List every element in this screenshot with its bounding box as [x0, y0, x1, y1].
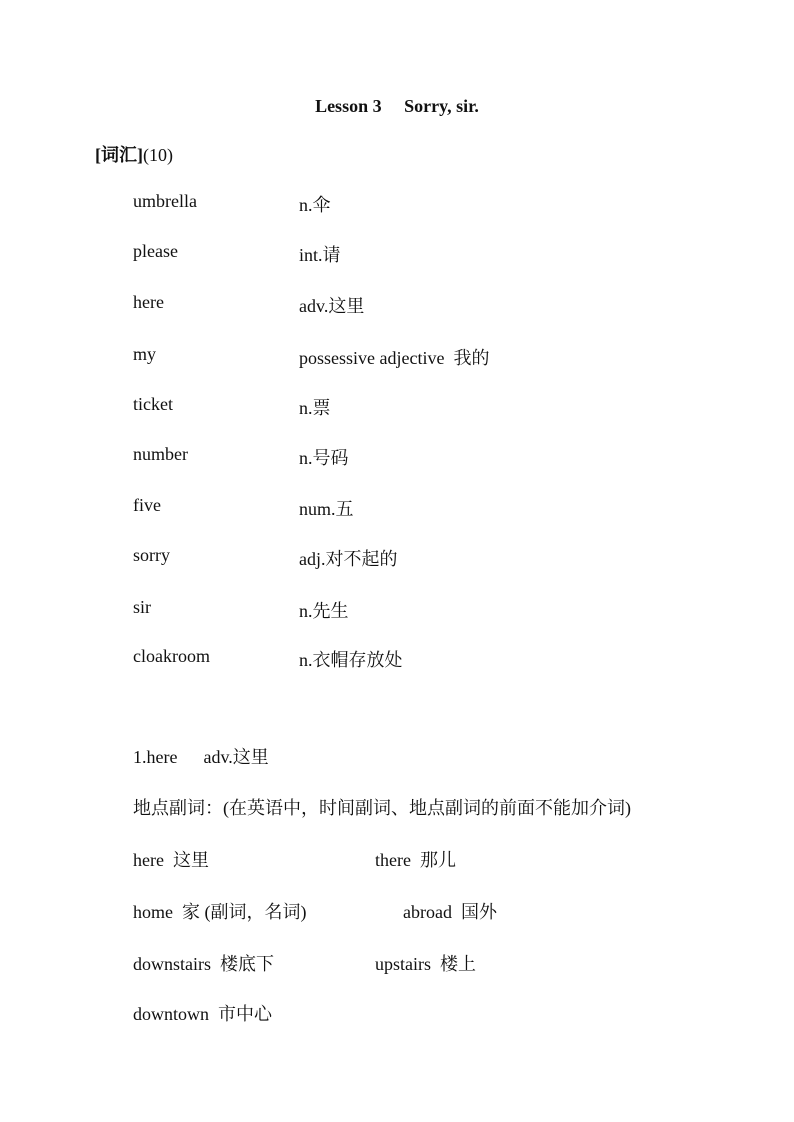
adverb-last: downtown 市中心: [133, 1004, 272, 1024]
vocab-word: sir: [133, 597, 151, 617]
vocab-meaning: n.先生: [299, 601, 349, 621]
vocab-row: [133, 191, 733, 215]
adverb-intro: 地点副词：(在英语中，时间副词、地点副词的前面不能加介词): [133, 798, 631, 818]
lesson-title: [0, 96, 794, 117]
vocab-meaning: possessive adjective 我的: [299, 348, 490, 368]
adverb-pair-left: home 家 (副词，名词): [133, 902, 307, 922]
adverb-pair-right: there 那儿: [375, 850, 456, 870]
vocab-word: ticket: [133, 394, 173, 414]
vocab-meaning: n.衣帽存放处: [299, 650, 403, 670]
adverb-pair: [133, 846, 733, 870]
vocab-row: [133, 545, 733, 569]
vocab-row: [133, 241, 733, 265]
adverb-pair-left: downstairs 楼底下: [133, 954, 274, 974]
note-part-of-speech: adv.这里: [203, 747, 269, 767]
vocab-section-heading: [95, 141, 173, 167]
vocab-word: umbrella: [133, 191, 197, 211]
vocab-word: sorry: [133, 545, 170, 565]
lesson-name: Sorry, sir.: [404, 96, 479, 116]
vocab-meaning: adv.这里: [299, 296, 365, 316]
vocab-word: my: [133, 344, 157, 364]
vocab-word: number: [133, 444, 188, 464]
vocab-meaning: n.号码: [299, 448, 349, 468]
vocab-word: here: [133, 292, 164, 312]
vocab-heading-label: [词汇]: [95, 145, 143, 165]
adverb-pair-right: abroad 国外: [403, 902, 497, 922]
adverb-pair-left: here 这里: [133, 850, 209, 870]
vocab-row: [133, 444, 733, 468]
adverb-pair: [133, 950, 733, 974]
vocab-row: [133, 495, 733, 519]
note-word: 1.here: [133, 747, 178, 767]
vocab-row: [133, 597, 733, 621]
adverb-pair-right: upstairs 楼上: [375, 954, 476, 974]
adverb-pair: [133, 898, 733, 922]
vocab-meaning: int.请: [299, 245, 341, 265]
vocab-meaning: n.票: [299, 398, 331, 418]
note-heading: [133, 743, 269, 769]
vocab-row: [133, 394, 733, 418]
vocab-heading-count: (10): [143, 145, 173, 165]
lesson-number: Lesson 3: [315, 96, 382, 116]
vocab-meaning: adj.对不起的: [299, 549, 398, 569]
vocab-row: [133, 646, 733, 670]
vocab-meaning: num.五: [299, 499, 354, 519]
vocab-word: five: [133, 495, 161, 515]
vocab-word: please: [133, 241, 178, 261]
vocab-row: [133, 344, 733, 368]
vocab-meaning: n.伞: [299, 195, 331, 215]
vocab-word: cloakroom: [133, 646, 210, 666]
vocab-row: [133, 292, 733, 316]
